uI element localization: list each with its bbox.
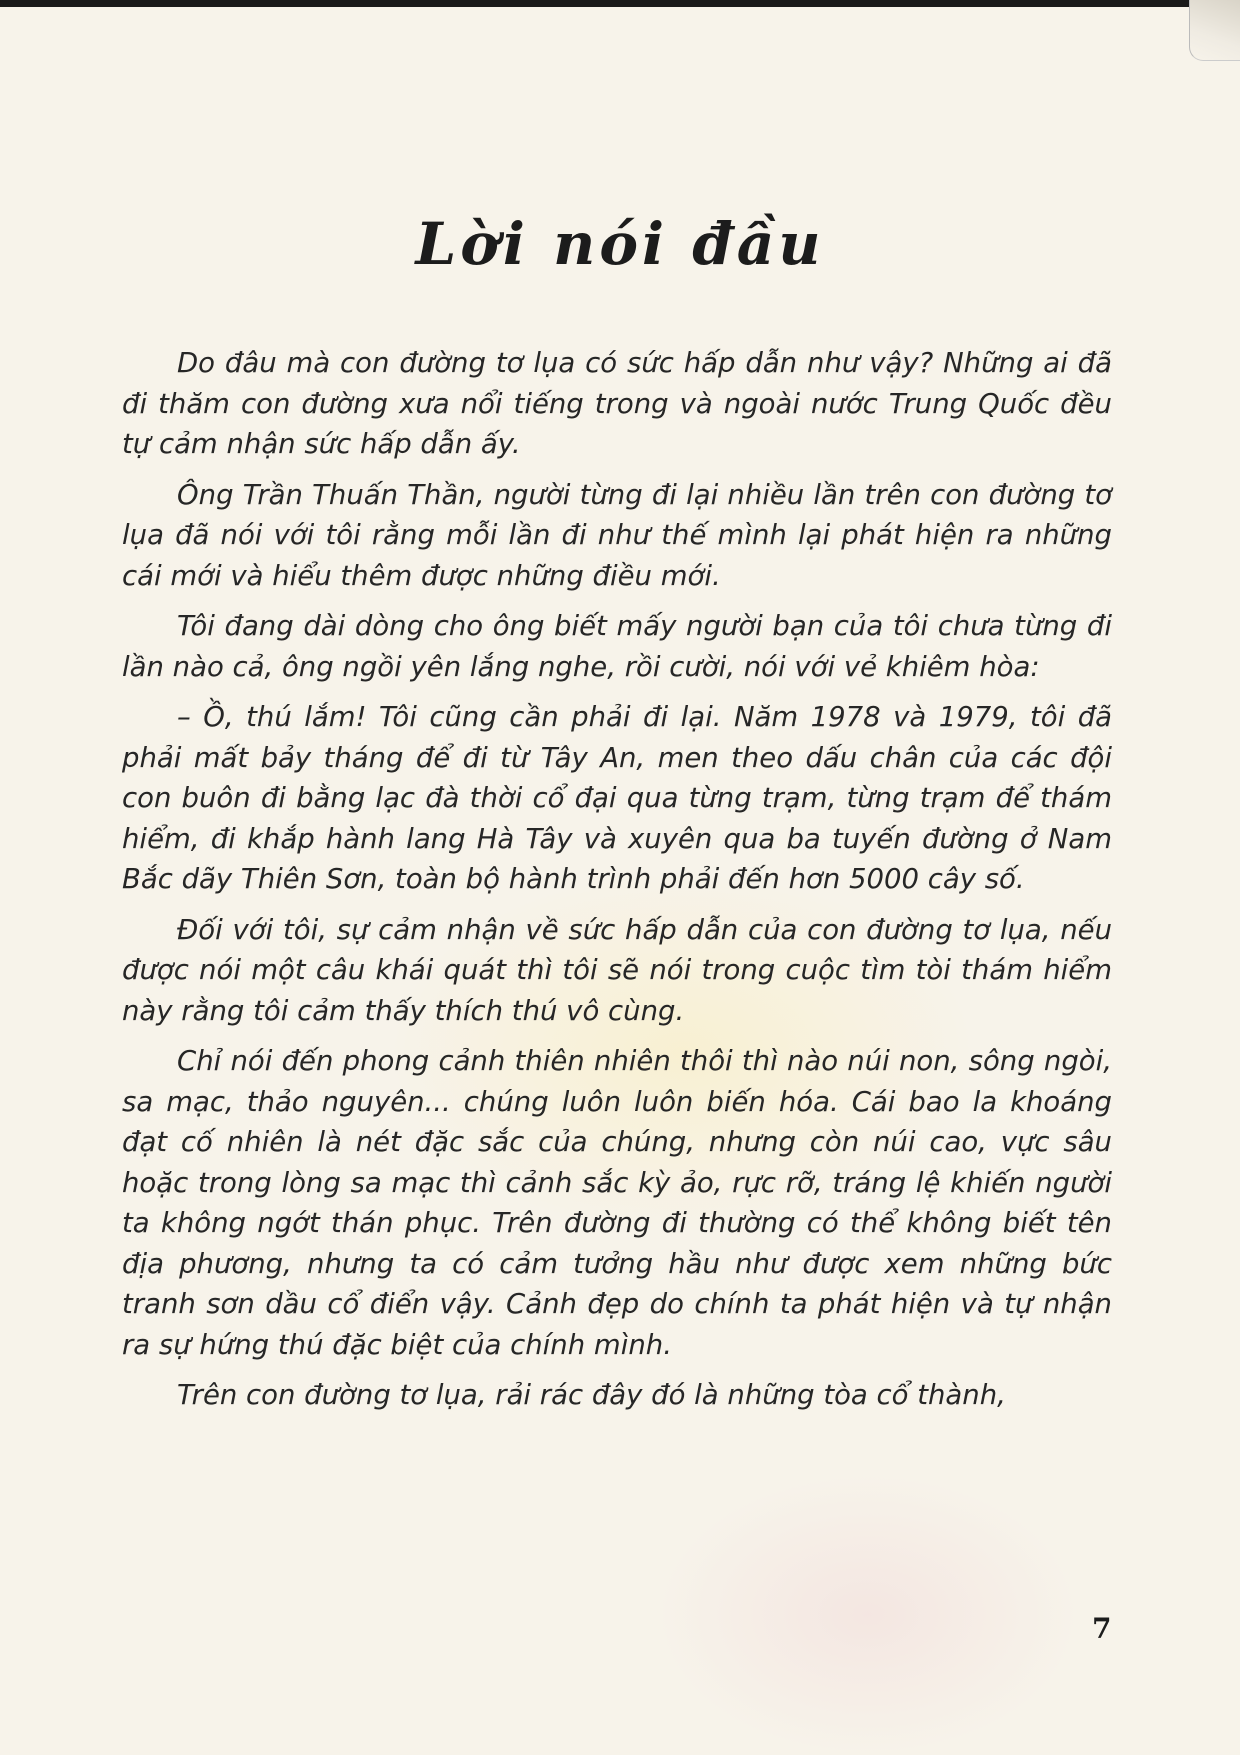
page-top-edge bbox=[0, 0, 1190, 7]
page-number: 7 bbox=[1092, 1612, 1112, 1645]
page-corner-fold bbox=[1189, 0, 1240, 61]
paragraph-6: Chỉ nói đến phong cảnh thiên nhiên thôi thì nào núi non, sông ngòi, sa mạc, thảo nguyên... chúng luôn luôn biến hóa. Cái bao la khoáng đạt cố nhiên là nét đặc sắc của chúng, nhưng còn núi cao, vực sâu hoặc trong lòng sa mạc thì cảnh sắc kỳ ảo, rực rỡ, tráng lệ khiến người ta không ngớt thán phục. Trên đường đi thường có thể không biết tên địa phương, nhưng ta có cảm tưởng hầu như được xem những bức tranh sơn dầu cổ điển vậy. Cảnh đẹp do chính ta phát hiện và tự nhận ra sự hứng thú đặc biệt của chính mình. bbox=[122, 1045, 1112, 1361]
paragraph-3: Tôi đang dài dòng cho ông biết mấy người bạn của tôi chưa từng đi lần nào cả, ông ngồi yên lắng nghe, rồi cười, nói với vẻ khiêm hòa: bbox=[122, 610, 1112, 683]
paragraph-7: Trên con đường tơ lụa, rải rác đây đó là những tòa cổ thành, bbox=[177, 1379, 1006, 1411]
paragraph-2: Ông Trần Thuấn Thần, người từng đi lại nhiều lần trên con đường tơ lụa đã nói với tôi rằng mỗi lần đi như thế mình lại phát hiện ra những cái mới và hiểu thêm được những điều mới. bbox=[122, 478, 1112, 592]
chapter-title: Lời nói đầu bbox=[415, 210, 825, 278]
body-text bbox=[122, 343, 1112, 1426]
paragraph-4: – Ồ, thú lắm! Tôi cũng cần phải đi lại. Năm 1978 và 1979, tôi đã phải mất bảy tháng để đi từ Tây An, men theo dấu chân của các đội con buôn đi bằng lạc đà thời cổ đại qua từng trạm, từng trạm để thám hiểm, đi khắp hành lang Hà Tây và xuyên qua ba tuyến đường ở Nam Bắc dãy Thiên Sơn, toàn bộ hành trình phải đến hơn 5000 cây số. bbox=[122, 701, 1112, 895]
paragraph-1: Do đâu mà con đường tơ lụa có sức hấp dẫn như vậy? Những ai đã đi thăm con đường xưa nổi tiếng trong và ngoài nước Trung Quốc đều tự cảm nhận sức hấp dẫn ấy. bbox=[122, 347, 1112, 460]
paragraph-5: Đối với tôi, sự cảm nhận về sức hấp dẫn của con đường tơ lụa, nếu được nói một câu khái quát thì tôi sẽ nói trong cuộc tìm tòi thám hiểm này rằng tôi cảm thấy thích thú vô cùng. bbox=[122, 913, 1112, 1027]
